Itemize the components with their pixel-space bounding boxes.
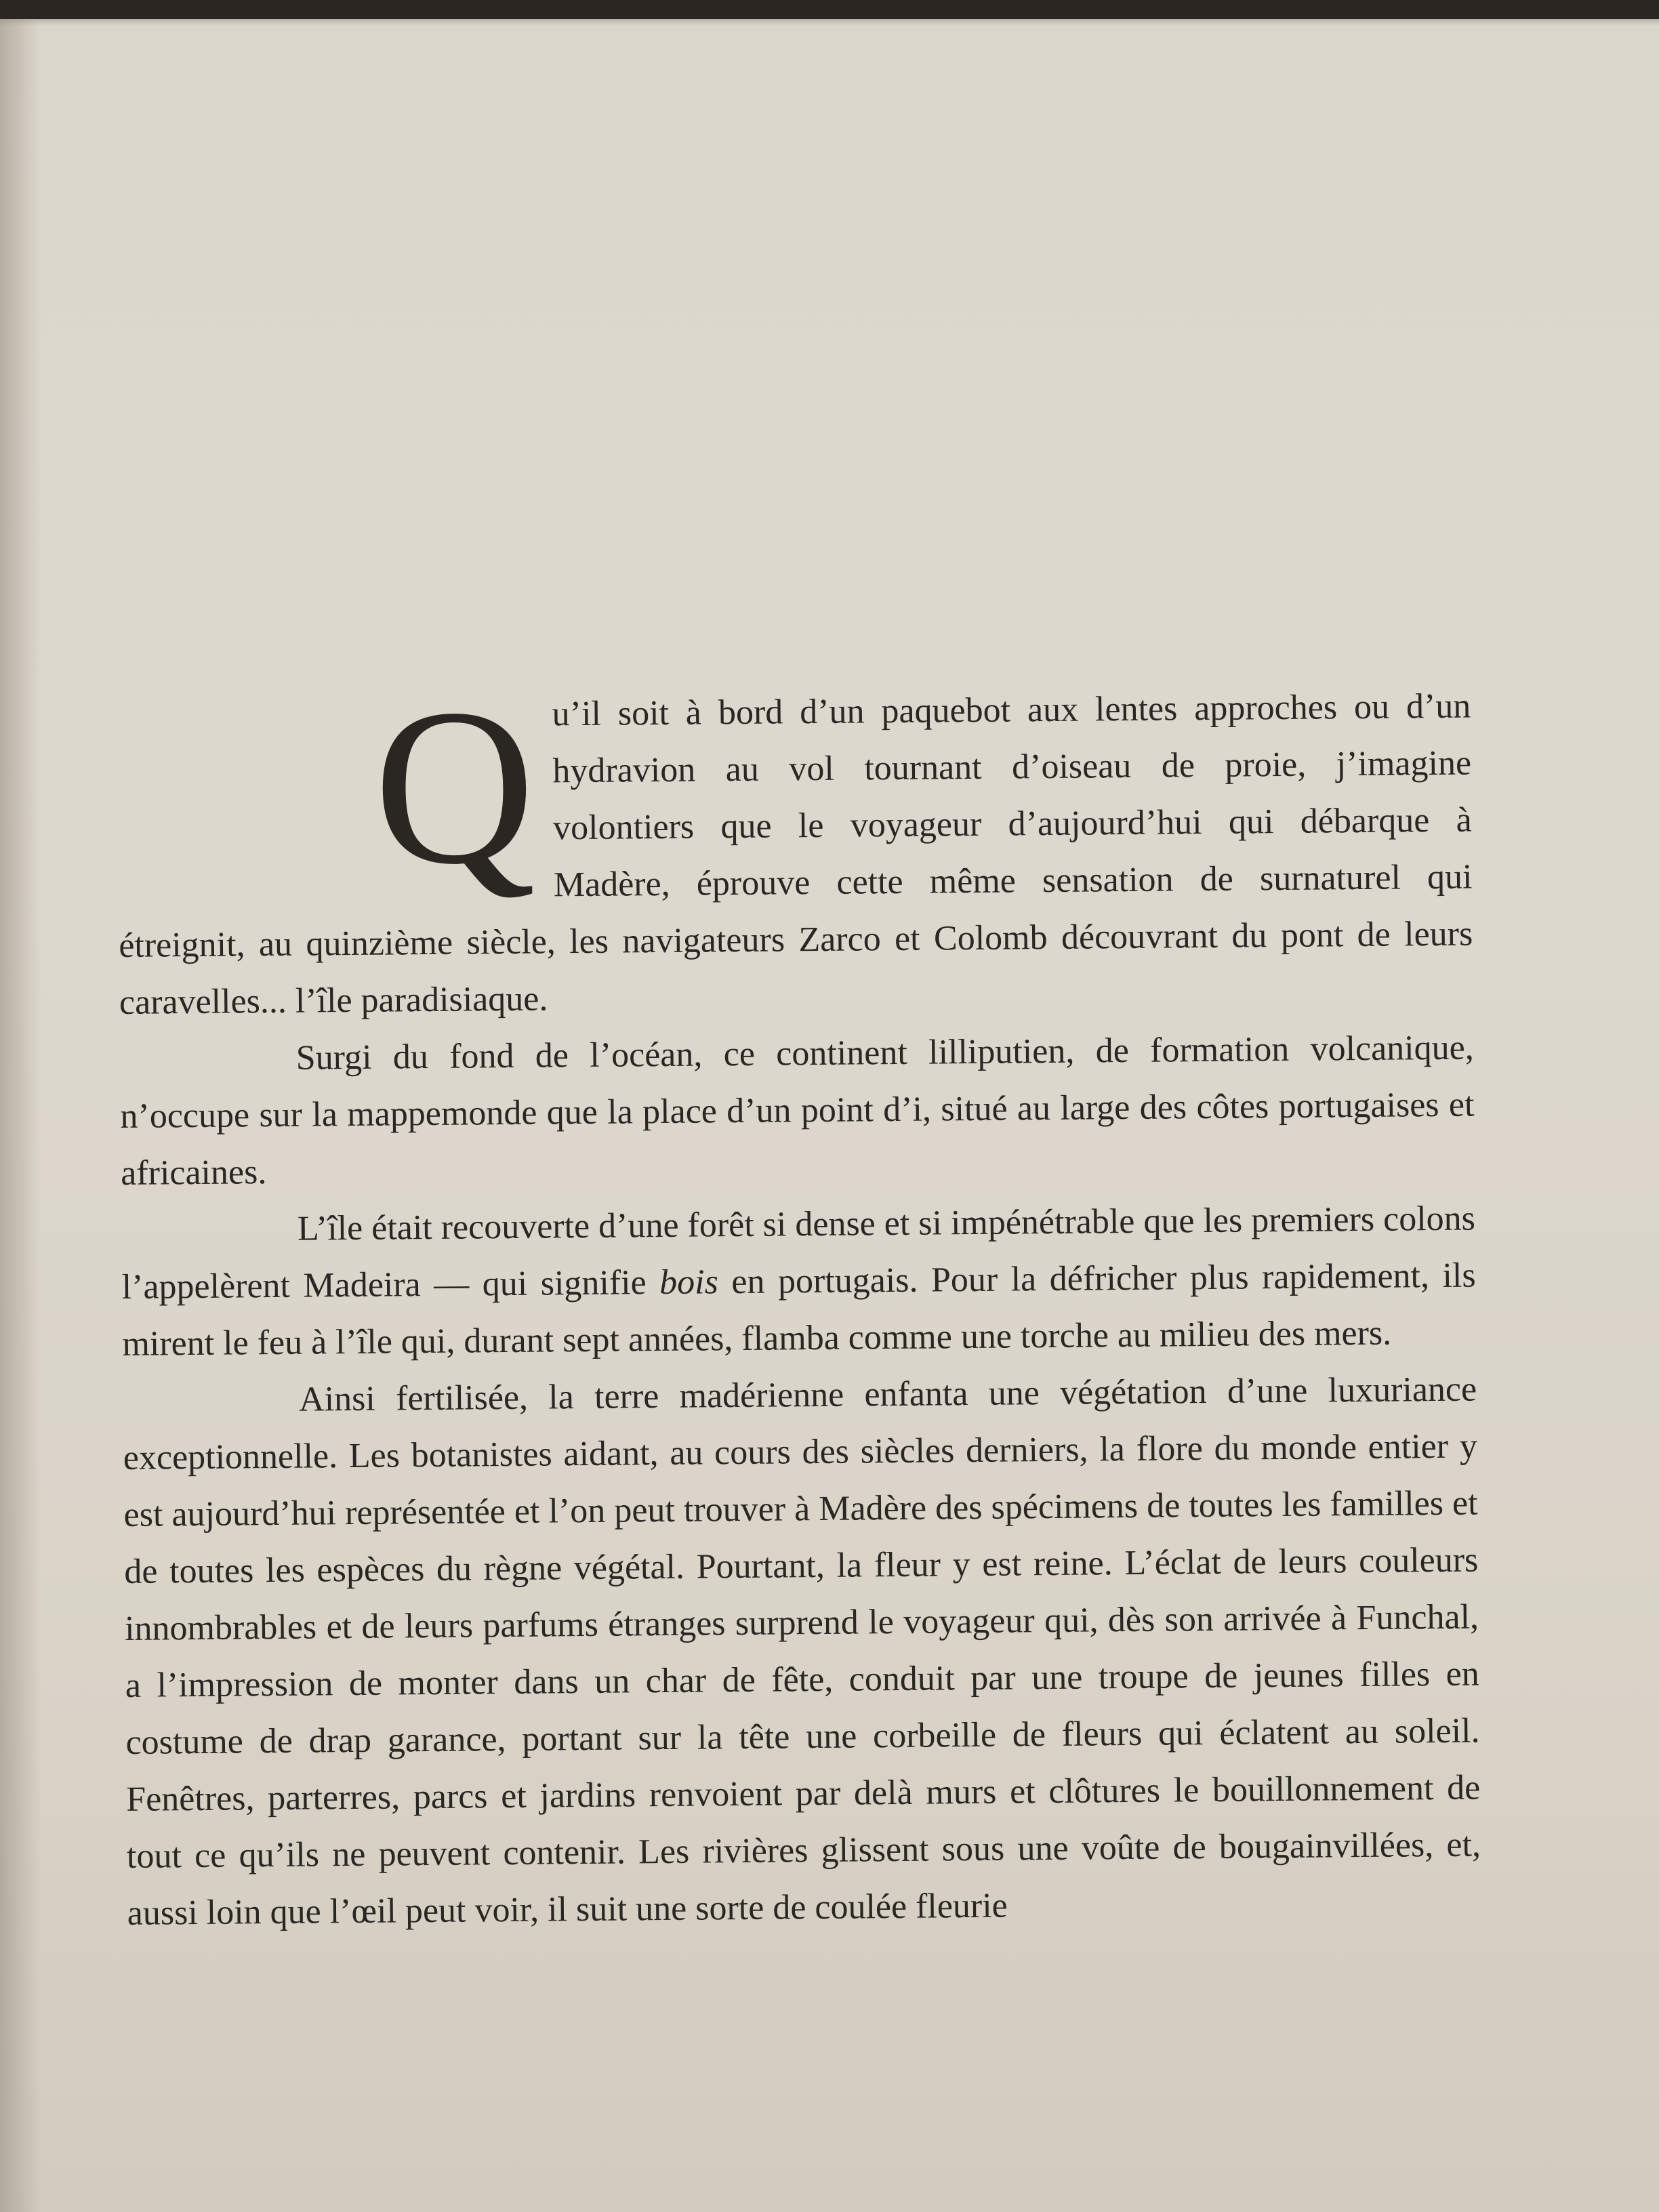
paragraph-4: Ainsi fertilisée, la terre madérienne enfanta une végétation d’une luxuriance exceptionnelle. Les botanistes aidant, au cours des siècles derniers, la flore du monde entier y est aujourd’hui représentée et l’on peut trouver à Madère des spécimens de toutes les familles et de toutes les espèces du règne végétal. Pourtant, la fleur y est reine. L’éclat de leurs couleurs innombrables et de leurs parfums étranges surprend le voyageur qui, dès son arrivée à Funchal, a l’impression de monter dans un char de fête, conduit par une troupe de jeunes filles en costume de drap garance, portant sur la tête une corbeille de fleurs qui éclatent au soleil. Fenêtres, parterres, parcs et jardins renvoient par delà murs et clôtures le bouillonnement de tout ce qu’ils ne peuvent contenir. Les rivières glissent sous une voûte de bougainvillées, et, aussi loin que l’œil peut voir, il suit une sorte de coulée fleurie — [123, 1370, 1481, 1933]
book-page — [0, 19, 1659, 2212]
paragraph-1 — [117, 662, 1473, 1031]
paragraph-1-text: u’il soit à bord d’un paquebot aux lentes approches ou d’un hydravion au vol tournant d’oiseau de proie, j’imagine volontiers que le voyageur d’aujourd’hui qui débarque à Madère, éprouve cette même sensation de surnaturel qui étreignit, au quinzième siècle, les navigateurs Zarco et Colomb découvrant du pont de leurs caravelles... l’île paradisiaque. — [119, 687, 1473, 1022]
paragraph-2: Surgi du fond de l’océan, ce continent lilliputien, de formation volcanique, n’occupe sur la mappemonde que la place d’un point d’i, situé au large des côtes portugaises et africaines. — [120, 1028, 1475, 1193]
drop-cap: Q — [372, 662, 537, 912]
paragraph-3-italic-word: bois — [659, 1263, 719, 1303]
page-top-shadow — [0, 19, 1659, 26]
paragraph-3 — [121, 1191, 1477, 1373]
body-text — [117, 662, 1481, 1942]
paragraph-3-text-a: L’île était recouverte d’une forêt si dense et si impénétrable que les premiers colons l’appelèrent Madeira — qui signifie — [121, 1199, 1476, 1307]
paragraph-3-text-b: en portugais. Pour la défricher plus rapidement, ils mirent le feu à l’île qui, durant sept années, flamba comme une torche au milieu des mers. — [122, 1256, 1476, 1364]
page-gutter-shadow — [0, 19, 41, 2212]
